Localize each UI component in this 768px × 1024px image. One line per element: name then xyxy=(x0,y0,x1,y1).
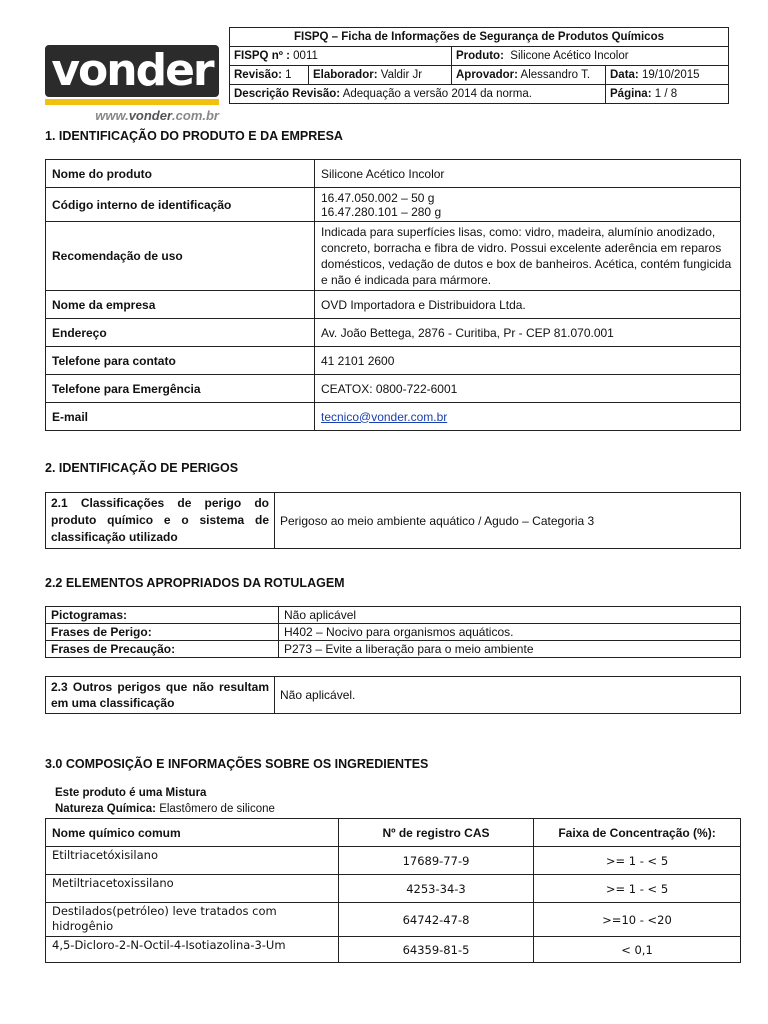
revision-cell: Revisão: 1 xyxy=(230,66,309,85)
table-row xyxy=(46,188,741,222)
table-row xyxy=(46,624,741,641)
fispq-number-cell: FISPQ nº : 0011 xyxy=(230,47,452,66)
document-header-table xyxy=(229,27,729,104)
column-header: Faixa de Concentração (%): xyxy=(534,819,741,847)
chemical-name: 4,5-Dicloro-2-N-Octil-4-Isotiazolina-3-Um xyxy=(46,937,339,963)
section-2-title: 2. IDENTIFICAÇÃO DE PERIGOS xyxy=(45,461,239,475)
row-key: Frases de Perigo: xyxy=(46,624,279,641)
row-key: Endereço xyxy=(46,319,315,347)
column-header: Nome químico comum xyxy=(46,819,339,847)
author-cell: Elaborador: Valdir Jr xyxy=(309,66,452,85)
table-row xyxy=(46,677,741,714)
email-link[interactable]: tecnico@vonder.com.br xyxy=(321,409,448,424)
row-value: Av. João Bettega, 2876 - Curitiba, Pr - CEP 81.070.001 xyxy=(315,319,741,347)
product-cell: Produto: Silicone Acético Incolor xyxy=(452,47,729,66)
date-cell: Data: 19/10/2015 xyxy=(606,66,729,85)
table-row xyxy=(46,375,741,403)
row-key: Recomendação de uso xyxy=(46,222,315,291)
row-key: Telefone para Emergência xyxy=(46,375,315,403)
logo-wordmark: vonder xyxy=(51,45,213,96)
table-row xyxy=(46,937,741,963)
row-key: Telefone para contato xyxy=(46,347,315,375)
row-key: 2.1 Classificações de perigo do produto químico e o sistema de classificação utilizado xyxy=(46,493,275,549)
logo-stripe xyxy=(45,99,219,105)
row-key: Nome da empresa xyxy=(46,291,315,319)
column-header: Nº de registro CAS xyxy=(339,819,534,847)
logo-badge xyxy=(45,45,219,97)
table-row xyxy=(46,903,741,937)
concentration: < 0,1 xyxy=(534,937,741,963)
revision-description-cell: Descrição Revisão: Adequação a versão 2014 da norma. xyxy=(230,85,606,104)
other-hazards-table xyxy=(45,676,741,714)
mixture-note: Este produto é uma Mistura xyxy=(55,787,207,799)
chemical-name: Metiltriacetoxissilano xyxy=(46,875,339,903)
table-row xyxy=(46,607,741,624)
row-value: 16.47.050.002 – 50 g 16.47.280.101 – 280 g xyxy=(315,188,741,222)
row-key: E-mail xyxy=(46,403,315,431)
document-title: FISPQ – Ficha de Informações de Segurança de Produtos Químicos xyxy=(230,28,729,47)
cas-number: 4253-34-3 xyxy=(339,875,534,903)
row-value: H402 – Nocivo para organismos aquáticos. xyxy=(279,624,741,641)
row-value: Perigoso ao meio ambiente aquático / Agudo – Categoria 3 xyxy=(275,493,741,549)
product-identification-table xyxy=(45,159,741,431)
chemical-name: Etiltriacetóxisilano xyxy=(46,847,339,875)
concentration: >= 1 - < 5 xyxy=(534,875,741,903)
concentration: >= 1 - < 5 xyxy=(534,847,741,875)
cas-number: 17689-77-9 xyxy=(339,847,534,875)
page-number-cell: Página: 1 / 8 xyxy=(606,85,729,104)
logo-url: www.vonder.com.br xyxy=(95,108,219,123)
row-key: 2.3 Outros perigos que não resultam em uma classificação xyxy=(46,677,275,714)
chemical-nature: Natureza Química: Elastômero de silicone xyxy=(55,803,275,815)
row-value: Não aplicável. xyxy=(275,677,741,714)
row-value: OVD Importadora e Distribuidora Ltda. xyxy=(315,291,741,319)
row-key: Pictogramas: xyxy=(46,607,279,624)
row-value: P273 – Evite a liberação para o meio ambiente xyxy=(279,641,741,658)
composition-table xyxy=(45,818,741,963)
table-row xyxy=(46,319,741,347)
section-3-title: 3.0 COMPOSIÇÃO E INFORMAÇÕES SOBRE OS INGREDIENTES xyxy=(45,757,429,771)
table-row xyxy=(46,222,741,291)
table-row xyxy=(46,403,741,431)
chemical-name: Destilados(petróleo) leve tratados com hidrogênio xyxy=(46,903,339,937)
approver-cell: Aprovador: Alessandro T. xyxy=(452,66,606,85)
row-value: CEATOX: 0800-722-6001 xyxy=(315,375,741,403)
concentration: >=10 - <20 xyxy=(534,903,741,937)
vonder-logo xyxy=(45,45,219,124)
row-key: Frases de Precaução: xyxy=(46,641,279,658)
table-row xyxy=(46,493,741,549)
section-2-2-title: 2.2 ELEMENTOS APROPRIADOS DA ROTULAGEM xyxy=(45,576,345,590)
section-1-title: 1. IDENTIFICAÇÃO DO PRODUTO E DA EMPRESA xyxy=(45,129,343,143)
hazard-classification-table xyxy=(45,492,741,549)
table-row xyxy=(46,160,741,188)
row-key: Nome do produto xyxy=(46,160,315,188)
labeling-elements-table xyxy=(45,606,741,658)
row-value: Silicone Acético Incolor xyxy=(315,160,741,188)
row-value xyxy=(315,403,741,431)
cas-number: 64359-81-5 xyxy=(339,937,534,963)
cas-number: 64742-47-8 xyxy=(339,903,534,937)
table-row xyxy=(46,347,741,375)
row-value: 41 2101 2600 xyxy=(315,347,741,375)
table-row xyxy=(46,875,741,903)
table-header-row xyxy=(46,819,741,847)
table-row xyxy=(46,291,741,319)
row-value: Indicada para superfícies lisas, como: vidro, madeira, alumínio anodizado, concreto, borracha e fibra de vidro. Possui excelente aderência em reparos domésticos, vedação de dutos e box de banheiros. Acética, contém fungicida e não é indicada para mármore. xyxy=(315,222,741,291)
row-key: Código interno de identificação xyxy=(46,188,315,222)
row-value: Não aplicável xyxy=(279,607,741,624)
table-row xyxy=(46,847,741,875)
table-row xyxy=(46,641,741,658)
